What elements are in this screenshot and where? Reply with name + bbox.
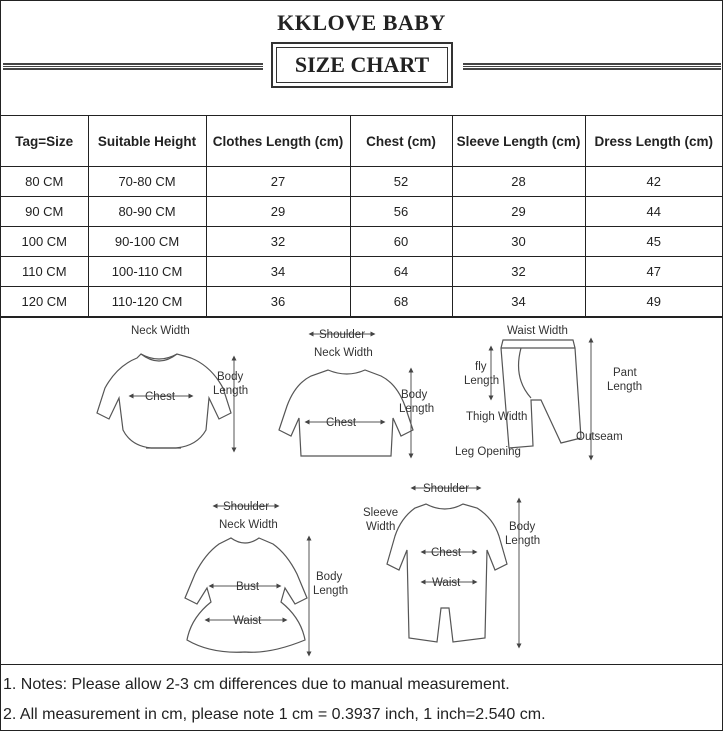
table-cell: 34 [206, 257, 350, 287]
column-header: Suitable Height [88, 116, 206, 167]
romper-waist-label: Waist [432, 577, 461, 589]
table-cell: 110 CM [1, 257, 88, 287]
decorative-rule-left [3, 63, 263, 70]
pants-fly-label: fly [475, 361, 487, 373]
table-header-row [1, 116, 722, 167]
table-cell: 44 [585, 197, 722, 227]
title-frame [271, 42, 453, 88]
table-cell: 70-80 CM [88, 167, 206, 197]
top-body-label: Body [401, 389, 428, 401]
pants-illustration [501, 340, 581, 448]
romper-illustration [387, 504, 507, 642]
table-cell: 100-110 CM [88, 257, 206, 287]
romper-body-label: Body [509, 521, 536, 533]
dress-length-label: Length [313, 585, 349, 597]
table-cell: 120 CM [1, 287, 88, 317]
pants-pant-length-label: Length [607, 381, 643, 393]
table-row [1, 167, 722, 197]
romper-chest-label: Chest [431, 547, 462, 559]
note-allowance: 1. Notes: Please allow 2-3 cm differences due to manual measurement. [3, 676, 510, 693]
pants-thigh-label: Thigh Width [466, 411, 528, 423]
table-row [1, 257, 722, 287]
pants-waist-label: Waist Width [507, 325, 568, 337]
garment-illustrations [1, 318, 722, 664]
table-cell: 29 [206, 197, 350, 227]
bodysuit-body-label: Body [217, 371, 244, 383]
table-cell: 28 [452, 167, 585, 197]
table-row [1, 227, 722, 257]
table-cell: 90 CM [1, 197, 88, 227]
table-cell: 49 [585, 287, 722, 317]
top-length-label: Length [399, 403, 435, 415]
table-cell: 27 [206, 167, 350, 197]
dress-bust-label: Bust [236, 581, 260, 593]
table-cell: 32 [452, 257, 585, 287]
romper-width-label: Width [366, 521, 396, 533]
table-cell: 52 [350, 167, 452, 197]
romper-length-label: Length [505, 535, 541, 547]
table-row [1, 287, 722, 317]
pants-leg-opening-label: Leg Opening [455, 446, 521, 458]
table-cell: 34 [452, 287, 585, 317]
table-cell: 110-120 CM [88, 287, 206, 317]
table-cell: 45 [585, 227, 722, 257]
top-chest-label: Chest [326, 417, 357, 429]
header [1, 1, 722, 116]
top-neck-label: Neck Width [314, 347, 373, 359]
top-shoulder-label: Shoulder [319, 329, 366, 341]
table-cell: 80 CM [1, 167, 88, 197]
table-cell: 68 [350, 287, 452, 317]
column-header: Clothes Length (cm) [206, 116, 350, 167]
page-title: SIZE CHART [276, 47, 448, 83]
pants-outseam-label: Outseam [576, 431, 623, 443]
table-cell: 47 [585, 257, 722, 287]
romper-shoulder-label: Shoulder [423, 483, 470, 495]
dress-body-label: Body [316, 571, 343, 583]
dress-waist-label: Waist [233, 615, 262, 627]
column-header: Chest (cm) [350, 116, 452, 167]
dress-neck-label: Neck Width [219, 519, 278, 531]
table-cell: 29 [452, 197, 585, 227]
table-cell: 60 [350, 227, 452, 257]
dress-shoulder-label: Shoulder [223, 501, 270, 513]
dress-illustration [185, 538, 307, 652]
column-header: Dress Length (cm) [585, 116, 722, 167]
column-header: Sleeve Length (cm) [452, 116, 585, 167]
table-cell: 64 [350, 257, 452, 287]
table-cell: 80-90 CM [88, 197, 206, 227]
table-cell: 36 [206, 287, 350, 317]
note-unit-conversion: 2. All measurement in cm, please note 1 cm = 0.3937 inch, 1 inch=2.540 cm. [3, 706, 546, 723]
pants-fly-length-label: Length [464, 375, 500, 387]
bodysuit-chest-label: Chest [145, 391, 176, 403]
brand-name: KKLOVE BABY [277, 10, 446, 35]
decorative-rule-right [463, 63, 721, 70]
table-cell: 100 CM [1, 227, 88, 257]
pants-pant-label: Pant [613, 367, 637, 379]
table-cell: 90-100 CM [88, 227, 206, 257]
bodysuit-length-label: Length [213, 385, 249, 397]
top-illustration [279, 370, 413, 456]
table-cell: 32 [206, 227, 350, 257]
table-cell: 30 [452, 227, 585, 257]
size-table [1, 116, 722, 317]
measurement-diagrams [1, 317, 722, 665]
table-row [1, 197, 722, 227]
table-cell: 42 [585, 167, 722, 197]
romper-sleeve-label: Sleeve [363, 507, 399, 519]
table-cell: 56 [350, 197, 452, 227]
column-header: Tag=Size [1, 116, 88, 167]
bodysuit-neck-label: Neck Width [131, 325, 190, 337]
